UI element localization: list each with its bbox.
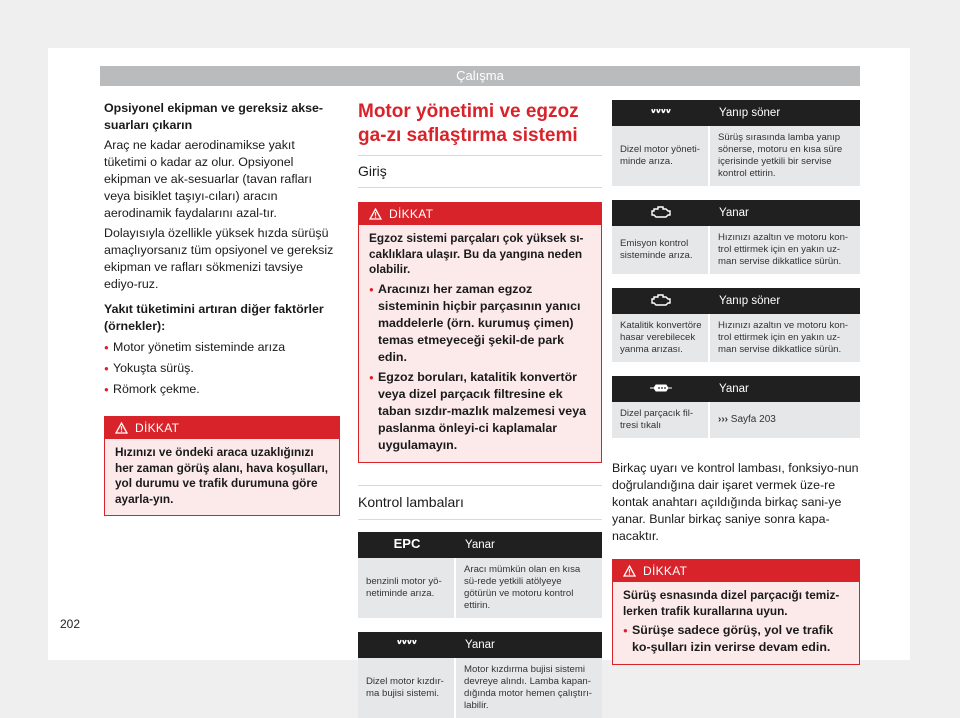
lamp-name: Dizel parçacık fil-tresi tıkalı — [612, 402, 709, 438]
epc-icon — [358, 532, 455, 558]
lamp-table-particle-filter — [612, 376, 860, 438]
list-item: ● Motor yönetim sisteminde arıza — [104, 339, 340, 356]
list-item: ● Römork çekme. — [104, 381, 340, 398]
list-item: ● Egzoz boruları, katalitik konvertör veya dizel parçacık filtresine ek taban sızdır-mazlık malzemesi veya paslanma önleyi-ci kaplamalar uygulamayın. — [369, 369, 591, 454]
page-number: 202 — [60, 617, 81, 631]
lamp-name: Dizel motor yöneti-minde arıza. — [612, 126, 709, 186]
warning-triangle-icon — [115, 422, 128, 434]
list-item: ● Sürüşe sadece görüş, yol ve trafik ko-şulları izin verirse devam edin. — [623, 622, 849, 656]
warning-label: DİKKAT — [389, 207, 434, 221]
lamp-name: Katalitik konvertöre hasar verebilecek yanma arızası. — [612, 314, 709, 362]
svg-text:EPC: EPC — [393, 536, 420, 551]
column-3 — [612, 100, 860, 665]
lamp-name: benzinli motor yö-netiminde arıza. — [358, 558, 455, 618]
engine-icon — [612, 200, 709, 226]
reference-arrows-icon: ››› — [718, 414, 728, 425]
lamp-state: Yanar — [709, 376, 860, 402]
glow-plug-icon — [358, 632, 455, 658]
warning-list — [369, 281, 591, 454]
subheading-lamps: Kontrol lambaları — [358, 493, 464, 510]
warning-triangle-icon — [369, 208, 382, 220]
warning-box — [358, 202, 602, 463]
warning-text: Sürüş esnasında dizel parçacığı temiz-lerken trafik kurallarına uyun. — [623, 588, 840, 618]
column-2 — [358, 100, 602, 718]
warning-triangle-icon — [623, 565, 636, 577]
list-item: ● Aracınızı her zaman egzoz sisteminin hiçbir parçasının yanıcı maddelerle (örn. kurumuş çimen) temas etmeyeceği şekil-de park edin. — [369, 281, 591, 366]
warning-header — [613, 560, 859, 582]
lamp-description: Motor kızdırma bujisi sistemi devreye alındı. Lamba kapan-dığında motor hemen çalıştırı-labilir. — [455, 658, 602, 718]
lamp-table-emission — [612, 200, 860, 274]
subheading-intro: Giriş — [358, 163, 387, 179]
lamp-table-catalytic — [612, 288, 860, 362]
column-1 — [104, 100, 340, 516]
warning-header — [359, 203, 601, 225]
warning-header — [105, 417, 339, 439]
engine-icon — [612, 288, 709, 314]
lamp-state: Yanar — [709, 200, 860, 226]
lamp-table-glow-plug-flashing — [612, 100, 860, 186]
paragraph-aerodynamics: Araç ne kadar aerodinamikse yakıt tüketimi o kadar az olur. Opsiyonel ekipman ve ak-sesuarlar (tavan rafları veya bisiklet taşıyı-cıları) aracın aerodinamik faydalarını azal-tır. — [104, 138, 312, 220]
lamp-description: Hızınızı azaltın ve motoru kon-trol ettirmek için en yakın uz-man servise dikkatlice sürün. — [709, 314, 860, 362]
lamp-name: Emisyon kontrol sisteminde arıza. — [612, 226, 709, 274]
lamp-name: Dizel motor kızdır-ma bujisi sistemi. — [358, 658, 455, 718]
lamp-description: Hızınızı azaltın ve motoru kon-trol ettirmek için en yakın uz-man servise dikkatlice sürün. — [709, 226, 860, 274]
lamp-description: Aracı mümkün olan en kısa sü-rede yetkili atölyeye götürün ve motoru kontrol ettirin. — [455, 558, 602, 618]
glow-plug-icon — [612, 100, 709, 126]
warning-box — [104, 416, 340, 516]
heading-other-factors: Yakıt tüketimini artıran diğer faktörler (örnekler): — [104, 302, 324, 333]
list-item: ● Yokuşta sürüş. — [104, 360, 340, 377]
lamp-state: Yanıp söner — [709, 288, 860, 314]
page-reference-text: Sayfa 203 — [730, 414, 776, 425]
heading-accessories: Opsiyonel ekipman ve gereksiz akse-suarları çıkarın — [104, 101, 324, 132]
page-reference[interactable] — [709, 402, 860, 438]
lamp-table-epc — [358, 532, 602, 618]
lamp-state: Yanar — [455, 632, 602, 658]
page-title: Motor yönetimi ve egzoz ga-zı saflaştırma sistemi — [358, 101, 579, 146]
lamp-state: Yanıp söner — [709, 100, 860, 126]
lamp-state: Yanar — [455, 532, 602, 558]
section-header: Çalışma — [100, 66, 860, 86]
warning-label: DİKKAT — [135, 421, 180, 435]
warning-label: DİKKAT — [643, 564, 688, 578]
lamp-table-glow-plug — [358, 632, 602, 718]
paragraph-lamp-check: Birkaç uyarı ve kontrol lambası, fonksiyo-nun doğrulandığına dair işaret vermek üze-re kontak anahtarı açıldığında birkaç sani-ye yanar. Bunlar birkaç saniye sonra kapa-nacaktır. — [612, 461, 859, 543]
particle-filter-icon — [612, 376, 709, 402]
warning-list — [623, 622, 849, 656]
warning-text: Egzoz sistemi parçaları çok yüksek sı-caklıklara ulaşır. Bu da yangına neden olabilir. — [369, 231, 584, 276]
factors-list — [104, 339, 340, 398]
lamp-description: Sürüş sırasında lamba yanıp sönerse, motoru en kısa süre içerisinde yetkili bir servise kontrol ettirin. — [709, 126, 860, 186]
paragraph-recommendation: Dolayısıyla özellikle yüksek hızda sürüşü amaçlıyorsanız tüm opsiyonel ve gereksiz ekipman ve rafları sökmenizi tavsiye ediyo-ruz. — [104, 226, 334, 291]
warning-box — [612, 559, 860, 665]
warning-text: Hızınızı ve öndeki araca uzaklığınızı her zaman görüş alanı, hava koşulları, yol durumu ve trafik durumuna göre ayarla-yın. — [115, 445, 329, 506]
